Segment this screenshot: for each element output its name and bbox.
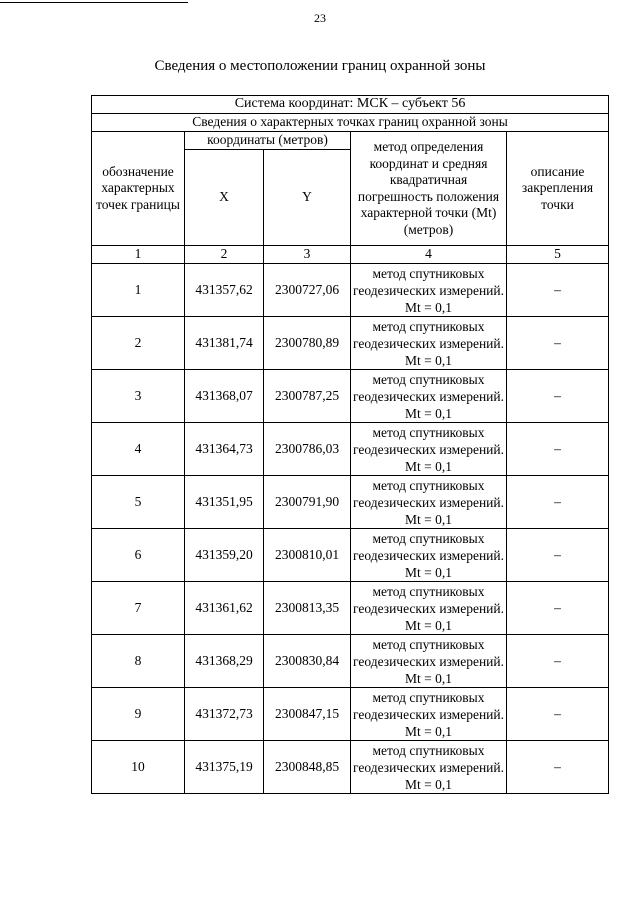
table-row [92,688,609,741]
table-row [92,582,609,635]
point-number-cell: 1 [92,264,185,317]
point-number-cell: 9 [92,688,185,741]
point-number-cell: 8 [92,635,185,688]
method-cell: метод спутниковых геодезических измерений. Mt = 0,1 [351,317,507,370]
method-cell: метод спутниковых геодезических измерений. Mt = 0,1 [351,582,507,635]
description-cell: – [507,264,609,317]
header-y: Y [264,150,351,246]
x-coordinate-cell: 431368,07 [185,370,264,423]
header-coordinates: координаты (метров) [185,132,351,150]
x-coordinate-cell: 431359,20 [185,529,264,582]
method-cell: метод спутниковых геодезических измерений. Mt = 0,1 [351,635,507,688]
column-number: 2 [185,246,264,264]
x-coordinate-cell: 431368,29 [185,635,264,688]
description-cell: – [507,741,609,794]
table-row [92,370,609,423]
method-cell: метод спутниковых геодезических измерений. Mt = 0,1 [351,264,507,317]
top-left-rule [0,2,188,3]
description-cell: – [507,635,609,688]
description-cell: – [507,370,609,423]
point-number-cell: 7 [92,582,185,635]
x-coordinate-cell: 431372,73 [185,688,264,741]
table-row [92,423,609,476]
description-cell: – [507,476,609,529]
column-number-row [92,246,609,264]
description-cell: – [507,317,609,370]
table-row [92,264,609,317]
column-header-row-top [92,132,609,150]
x-coordinate-cell: 431357,62 [185,264,264,317]
method-cell: метод спутниковых геодезических измерений. Mt = 0,1 [351,423,507,476]
y-coordinate-cell: 2300813,35 [264,582,351,635]
header-designation: обозначение характерных точек границы [92,132,185,246]
x-coordinate-cell: 431381,74 [185,317,264,370]
point-number-cell: 4 [92,423,185,476]
column-number: 4 [351,246,507,264]
point-number-cell: 3 [92,370,185,423]
x-coordinate-cell: 431361,62 [185,582,264,635]
point-number-cell: 6 [92,529,185,582]
header-method: метод определения координат и средняя квадратичная погрешность положения характерной точки (Mt) (метров) [351,132,507,246]
table-row [92,529,609,582]
description-cell: – [507,529,609,582]
method-cell: метод спутниковых геодезических измерений. Mt = 0,1 [351,370,507,423]
point-number-cell: 2 [92,317,185,370]
method-cell: метод спутниковых геодезических измерений. Mt = 0,1 [351,476,507,529]
y-coordinate-cell: 2300786,03 [264,423,351,476]
y-coordinate-cell: 2300848,85 [264,741,351,794]
x-coordinate-cell: 431351,95 [185,476,264,529]
page-number: 23 [314,11,326,25]
x-coordinate-cell: 431375,19 [185,741,264,794]
column-number: 3 [264,246,351,264]
description-cell: – [507,423,609,476]
y-coordinate-cell: 2300780,89 [264,317,351,370]
table-row [92,741,609,794]
column-number: 5 [507,246,609,264]
header-x: X [185,150,264,246]
table-row [92,635,609,688]
coordinate-system-cell: Система координат: МСК – субъект 56 [92,96,609,114]
y-coordinate-cell: 2300830,84 [264,635,351,688]
y-coordinate-cell: 2300787,25 [264,370,351,423]
coordinates-table [91,95,609,794]
description-cell: – [507,688,609,741]
method-cell: метод спутниковых геодезических измерений. Mt = 0,1 [351,529,507,582]
point-number-cell: 10 [92,741,185,794]
table-row [92,317,609,370]
y-coordinate-cell: 2300847,15 [264,688,351,741]
table-row [92,476,609,529]
column-number: 1 [92,246,185,264]
points-info-cell: Сведения о характерных точках границ охранной зоны [92,114,609,132]
y-coordinate-cell: 2300791,90 [264,476,351,529]
info-header-row [92,114,609,132]
y-coordinate-cell: 2300727,06 [264,264,351,317]
y-coordinate-cell: 2300810,01 [264,529,351,582]
method-cell: метод спутниковых геодезических измерений. Mt = 0,1 [351,741,507,794]
header-description: описание закрепления точки [507,132,609,246]
description-cell: – [507,582,609,635]
document-title: Сведения о местоположении границ охранной зоны [154,58,486,74]
point-number-cell: 5 [92,476,185,529]
method-cell: метод спутниковых геодезических измерений. Mt = 0,1 [351,688,507,741]
x-coordinate-cell: 431364,73 [185,423,264,476]
system-header-row [92,96,609,114]
